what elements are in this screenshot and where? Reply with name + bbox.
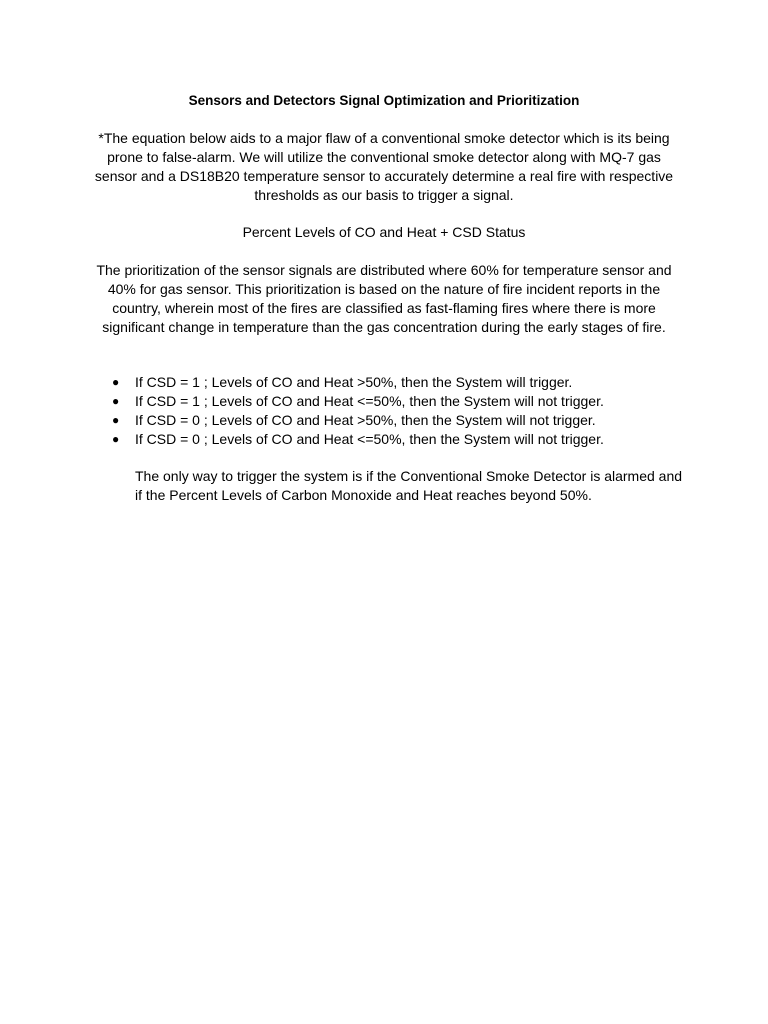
bullet-icon: ● xyxy=(112,413,120,427)
intro-paragraph: *The equation below aids to a major flaw of a conventional smoke detector which is its being prone to false-alarm. We will utilize the conventional smoke detector along with MQ-7 gas sensor and a DS18B20 temperature sensor to accurately determine a real fire with respective thresholds as our basis to trigger a signal. xyxy=(94,130,674,203)
condition-text: If CSD = 0 ; Levels of CO and Heat >50%, then the System will not trigger. xyxy=(135,412,596,428)
prioritization-paragraph: The prioritization of the sensor signals are distributed where 60% for temperature sensor and 40% for gas sensor. This prioritization is based on the nature of fire incident reports in the country, wherein most of the fires are classified as fast-flaming fires where there is more significant change in temperature than the gas concentration during the early stages of fire. xyxy=(96,262,672,335)
condition-text: If CSD = 1 ; Levels of CO and Heat >50%, then the System will trigger. xyxy=(135,374,573,390)
document-title: Sensors and Detectors Signal Optimization and Prioritization xyxy=(188,93,580,108)
section-subheading: Percent Levels of CO and Heat + CSD Status xyxy=(242,224,526,240)
bullet-icon: ● xyxy=(112,394,120,408)
condition-text: If CSD = 0 ; Levels of CO and Heat <=50%, then the System will not trigger. xyxy=(135,431,604,447)
trigger-conditions-list xyxy=(108,373,668,449)
bullet-icon: ● xyxy=(112,432,120,446)
list-item xyxy=(108,411,668,430)
conclusion-paragraph: The only way to trigger the system is if the Conventional Smoke Detector is alarmed and if the Percent Levels of Carbon Monoxide and Heat reaches beyond 50%. xyxy=(135,468,683,503)
list-item xyxy=(108,392,668,411)
bullet-icon: ● xyxy=(112,375,120,389)
list-item xyxy=(108,430,668,449)
condition-text: If CSD = 1 ; Levels of CO and Heat <=50%, then the System will not trigger. xyxy=(135,393,604,409)
list-item xyxy=(108,373,668,392)
